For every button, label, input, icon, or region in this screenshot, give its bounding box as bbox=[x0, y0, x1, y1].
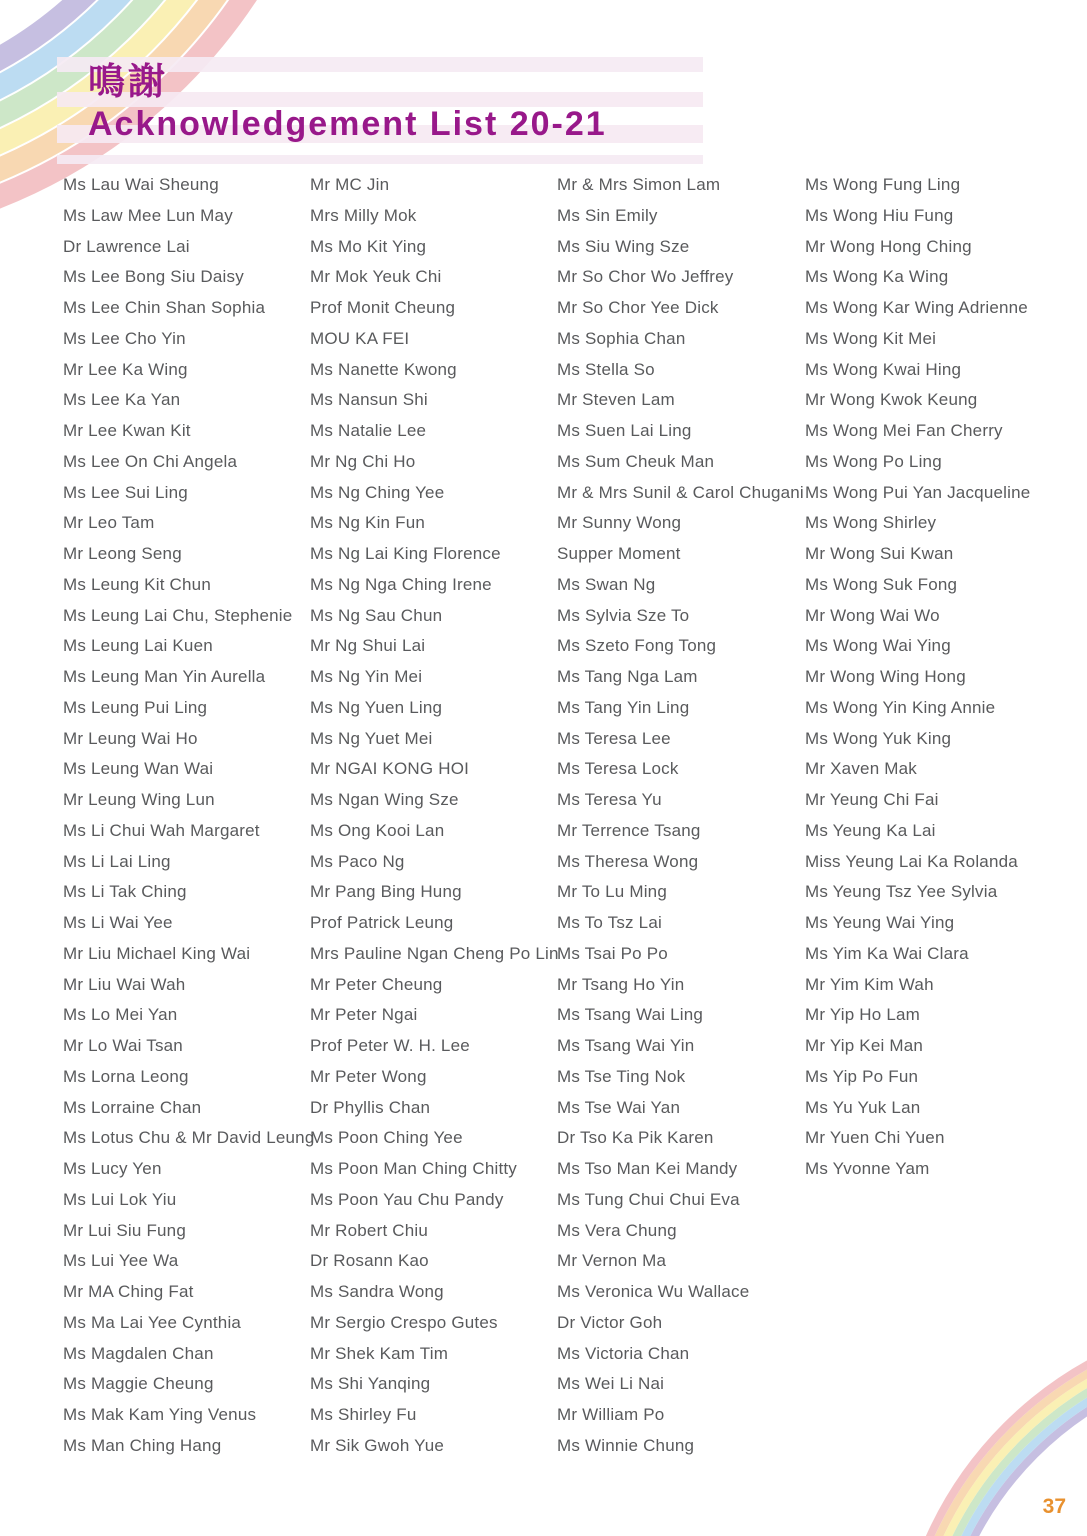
list-item: Ms Winnie Chung bbox=[557, 1435, 695, 1455]
list-item: Mr Terrence Tsang bbox=[557, 820, 701, 840]
list-item: Ms Yvonne Yam bbox=[805, 1159, 930, 1178]
list-item: Mr Wong Hong Ching bbox=[805, 236, 972, 256]
list-item: Ms Nansun Shi bbox=[310, 390, 428, 410]
list-item: Ms Tse Ting Nok bbox=[557, 1066, 686, 1086]
list-item: Ms Wong Kwai Hing bbox=[805, 359, 962, 379]
list-item: Prof Peter W. H. Lee bbox=[310, 1036, 470, 1055]
list-item: Dr Rosann Kao bbox=[310, 1251, 429, 1271]
list-item: Mr Wong Wing Hong bbox=[805, 667, 966, 686]
name-column-4 bbox=[805, 170, 1030, 1185]
list-item: Ms Li Lai Ling bbox=[63, 851, 171, 871]
list-item: Ms Li Chui Wah Margaret bbox=[63, 820, 260, 840]
list-item: Miss Yeung Lai Ka Rolanda bbox=[805, 851, 1018, 871]
list-item: Mr Leung Wai Ho bbox=[63, 728, 198, 748]
list-item: Mr Sergio Crespo Gutes bbox=[310, 1312, 498, 1332]
list-item: Ms Lee On Chi Angela bbox=[63, 451, 238, 471]
list-item: Mr Vernon Ma bbox=[557, 1251, 667, 1271]
list-item: Ms Poon Man Ching Chitty bbox=[310, 1159, 517, 1178]
list-item: Mr Wong Kwok Keung bbox=[805, 390, 978, 410]
list-item: Ms Yeung Tsz Yee Sylvia bbox=[805, 882, 998, 902]
list-item: Ms Lorna Leong bbox=[63, 1066, 189, 1086]
list-item: Mr Leo Tam bbox=[63, 513, 155, 533]
list-item: Ms Wong Mei Fan Cherry bbox=[805, 421, 1003, 440]
list-item: Ms Tang Yin Ling bbox=[557, 697, 690, 717]
list-item: Dr Lawrence Lai bbox=[63, 236, 190, 256]
page-number: 37 bbox=[1042, 1495, 1066, 1518]
list-item: Mr To Lu Ming bbox=[557, 882, 667, 902]
list-item: Ms Vera Chung bbox=[557, 1220, 677, 1240]
list-item: Ms Veronica Wu Wallace bbox=[557, 1282, 750, 1301]
list-item: Ms Sum Cheuk Man bbox=[557, 451, 715, 471]
list-item: Ms Teresa Lee bbox=[557, 728, 671, 748]
list-item: Ms Wong Fung Ling bbox=[805, 175, 961, 194]
list-item: Ms Tsang Wai Ling bbox=[557, 1005, 704, 1025]
list-item: Ms Wong Suk Fong bbox=[805, 574, 958, 594]
list-item: Ms Ngan Wing Sze bbox=[310, 790, 459, 809]
list-item: Mr Tsang Ho Yin bbox=[557, 974, 685, 994]
list-item: Mr Sik Gwoh Yue bbox=[310, 1435, 445, 1455]
list-item: Ms Lee Cho Yin bbox=[63, 328, 186, 348]
page-title bbox=[88, 60, 607, 144]
list-item: Ms Mo Kit Ying bbox=[310, 236, 427, 256]
list-item: Mr Yip Ho Lam bbox=[805, 1005, 921, 1025]
list-item: Mr So Chor Yee Dick bbox=[557, 298, 719, 317]
list-item: Ms Victoria Chan bbox=[557, 1343, 690, 1363]
list-item: Mr Yeung Chi Fai bbox=[805, 790, 939, 809]
list-item: Ms Shi Yanqing bbox=[310, 1374, 431, 1394]
list-item: Supper Moment bbox=[557, 544, 681, 563]
list-item: Mr Lee Kwan Kit bbox=[63, 421, 191, 440]
list-item: Ms Wong Pui Yan Jacqueline bbox=[805, 482, 1031, 502]
list-item: Ms Wong Shirley bbox=[805, 513, 937, 533]
list-item: Mr Liu Michael King Wai bbox=[63, 943, 251, 963]
list-item: Ms Lee Chin Shan Sophia bbox=[63, 298, 266, 317]
list-item: Ms Teresa Lock bbox=[557, 759, 679, 779]
list-item: Ms Leung Wan Wai bbox=[63, 759, 214, 779]
name-column-1 bbox=[63, 170, 314, 1462]
list-item: Ms Man Ching Hang bbox=[63, 1435, 222, 1455]
list-item: Mr Peter Ngai bbox=[310, 1005, 418, 1025]
list-item: Ms Siu Wing Sze bbox=[557, 236, 690, 256]
list-item: Ms Leung Pui Ling bbox=[63, 697, 208, 717]
list-item: Ms Teresa Yu bbox=[557, 790, 662, 809]
list-item: Mr Leong Seng bbox=[63, 544, 182, 563]
list-item: Ms Wong Po Ling bbox=[805, 451, 942, 471]
list-item: Dr Victor Goh bbox=[557, 1312, 663, 1332]
list-item: Ms Lee Sui Ling bbox=[63, 482, 188, 502]
page-title-english: Acknowledgement List 20-21 bbox=[88, 105, 607, 143]
list-item: Ms Lorraine Chan bbox=[63, 1097, 202, 1117]
list-item: Ms Tso Man Kei Mandy bbox=[557, 1159, 738, 1178]
list-item: Ms Wong Wai Ying bbox=[805, 636, 951, 656]
list-item: Mr Peter Wong bbox=[310, 1066, 427, 1086]
list-item: Mr Shek Kam Tim bbox=[310, 1343, 449, 1363]
list-item: Ms Wong Ka Wing bbox=[805, 267, 949, 287]
list-item: Ms Wong Yin King Annie bbox=[805, 697, 996, 717]
list-item: Ms Natalie Lee bbox=[310, 421, 427, 440]
list-item: Ms Lotus Chu & Mr David Leung bbox=[63, 1128, 315, 1148]
list-item: Mr Lo Wai Tsan bbox=[63, 1036, 183, 1055]
list-item: Ms Law Mee Lun May bbox=[63, 205, 233, 225]
list-item: Ms Wong Hiu Fung bbox=[805, 205, 954, 225]
list-item: Mr Robert Chiu bbox=[310, 1220, 429, 1240]
list-item: Mr Lui Siu Fung bbox=[63, 1220, 186, 1240]
list-item: Mr Ng Chi Ho bbox=[310, 451, 416, 471]
list-item: Ms Sylvia Sze To bbox=[557, 605, 690, 625]
list-item: Ms Yu Yuk Lan bbox=[805, 1097, 921, 1117]
list-item: Prof Monit Cheung bbox=[310, 298, 456, 317]
list-item: Mrs Milly Mok bbox=[310, 205, 417, 225]
list-item: Mr Yim Kim Wah bbox=[805, 974, 934, 994]
list-item: Ms Leung Kit Chun bbox=[63, 574, 211, 594]
list-item: Ms Poon Ching Yee bbox=[310, 1128, 463, 1148]
list-item: Ms Suen Lai Ling bbox=[557, 421, 692, 440]
list-item: Ms Ng Yuet Mei bbox=[310, 728, 433, 748]
list-item: Ms Ng Sau Chun bbox=[310, 605, 443, 625]
list-item: Ms Ng Ching Yee bbox=[310, 482, 445, 502]
list-item: Mr Mok Yeuk Chi bbox=[310, 267, 442, 287]
list-item: Mr Yuen Chi Yuen bbox=[805, 1128, 945, 1148]
list-item: Dr Phyllis Chan bbox=[310, 1097, 431, 1117]
list-item: Mr William Po bbox=[557, 1405, 665, 1424]
list-item: Ms Wong Kit Mei bbox=[805, 328, 937, 348]
list-item: Ms Wong Yuk King bbox=[805, 728, 952, 748]
list-item: Mr Steven Lam bbox=[557, 390, 675, 410]
list-item: Ms Stella So bbox=[557, 359, 655, 379]
list-item: Ms Paco Ng bbox=[310, 851, 405, 871]
list-item: Ms Li Wai Yee bbox=[63, 913, 173, 932]
list-item: Ms Ng Nga Ching Irene bbox=[310, 574, 492, 594]
list-item: Mr So Chor Wo Jeffrey bbox=[557, 267, 734, 287]
list-item: Mr Wong Sui Kwan bbox=[805, 544, 954, 563]
list-item: Ms Sin Emily bbox=[557, 205, 658, 225]
list-item: Ms Tsang Wai Yin bbox=[557, 1036, 695, 1055]
list-item: Ms Lee Ka Yan bbox=[63, 390, 181, 410]
list-item: Ms Lo Mei Yan bbox=[63, 1005, 178, 1025]
list-item: Ms Yim Ka Wai Clara bbox=[805, 943, 969, 963]
list-item: Ms Yeung Wai Ying bbox=[805, 913, 955, 932]
list-item: Mr MC Jin bbox=[310, 175, 390, 194]
list-item: Mr Yip Kei Man bbox=[805, 1036, 924, 1055]
page-title-chinese: 鳴謝 bbox=[88, 61, 168, 102]
list-item: Ms To Tsz Lai bbox=[557, 913, 662, 932]
list-item: Dr Tso Ka Pik Karen bbox=[557, 1128, 714, 1148]
list-item: Mrs Pauline Ngan Cheng Po Lin bbox=[310, 943, 559, 963]
list-item: Mr Peter Cheung bbox=[310, 974, 443, 994]
list-item: Ms Lee Bong Siu Daisy bbox=[63, 267, 244, 287]
list-item: Ms Ma Lai Yee Cynthia bbox=[63, 1312, 242, 1332]
list-item: Ms Sandra Wong bbox=[310, 1282, 444, 1301]
list-item: Mr MA Ching Fat bbox=[63, 1282, 194, 1301]
list-item: Ms Szeto Fong Tong bbox=[557, 636, 717, 656]
list-item: Ms Tsai Po Po bbox=[557, 943, 668, 963]
list-item: Ms Maggie Cheung bbox=[63, 1374, 214, 1394]
list-item: Ms Nanette Kwong bbox=[310, 359, 457, 379]
list-item: Ms Magdalen Chan bbox=[63, 1343, 214, 1363]
list-item: Ms Tung Chui Chui Eva bbox=[557, 1189, 740, 1209]
list-item: Ms Yeung Ka Lai bbox=[805, 820, 936, 840]
list-item: Ms Ng Yin Mei bbox=[310, 667, 423, 686]
list-item: Ms Leung Lai Kuen bbox=[63, 636, 213, 656]
list-item: Mr & Mrs Simon Lam bbox=[557, 175, 721, 194]
list-item: MOU KA FEI bbox=[310, 328, 410, 348]
list-item: Mr Sunny Wong bbox=[557, 513, 682, 533]
list-item: Ms Shirley Fu bbox=[310, 1405, 417, 1424]
name-column-3 bbox=[557, 170, 804, 1462]
list-item: Ms Yip Po Fun bbox=[805, 1066, 919, 1086]
list-item: Ms Tang Nga Lam bbox=[557, 667, 698, 686]
list-item: Mr & Mrs Sunil & Carol Chugani bbox=[557, 482, 804, 502]
list-item: Ms Wei Li Nai bbox=[557, 1374, 665, 1394]
list-item: Ms Ng Lai King Florence bbox=[310, 544, 501, 563]
list-item: Ms Leung Man Yin Aurella bbox=[63, 667, 266, 686]
list-item: Ms Lau Wai Sheung bbox=[63, 175, 219, 194]
list-item: Mr Pang Bing Hung bbox=[310, 882, 462, 902]
list-item: Ms Leung Lai Chu, Stephenie bbox=[63, 605, 293, 625]
list-item: Ms Lui Yee Wa bbox=[63, 1251, 179, 1271]
list-item: Ms Wong Kar Wing Adrienne bbox=[805, 298, 1028, 317]
list-item: Ms Theresa Wong bbox=[557, 851, 699, 871]
list-item: Ms Lui Lok Yiu bbox=[63, 1189, 177, 1209]
list-item: Ms Sophia Chan bbox=[557, 328, 686, 348]
list-item: Mr NGAI KONG HOI bbox=[310, 759, 470, 779]
list-item: Ms Tse Wai Yan bbox=[557, 1097, 681, 1117]
list-item: Ms Mak Kam Ying Venus bbox=[63, 1405, 257, 1424]
list-item: Ms Ng Kin Fun bbox=[310, 513, 426, 533]
name-column-2 bbox=[310, 170, 559, 1462]
list-item: Prof Patrick Leung bbox=[310, 913, 454, 932]
list-item: Ms Poon Yau Chu Pandy bbox=[310, 1189, 504, 1209]
list-item: Ms Ng Yuen Ling bbox=[310, 697, 443, 717]
list-item: Mr Ng Shui Lai bbox=[310, 636, 426, 656]
list-item: Ms Lucy Yen bbox=[63, 1159, 162, 1178]
list-item: Ms Li Tak Ching bbox=[63, 882, 187, 902]
header-stripe bbox=[57, 155, 703, 164]
list-item: Ms Swan Ng bbox=[557, 574, 656, 594]
list-item: Mr Leung Wing Lun bbox=[63, 790, 215, 809]
list-item: Ms Ong Kooi Lan bbox=[310, 820, 445, 840]
list-item: Mr Wong Wai Wo bbox=[805, 605, 940, 625]
list-item: Mr Lee Ka Wing bbox=[63, 359, 188, 379]
list-item: Mr Liu Wai Wah bbox=[63, 974, 186, 994]
list-item: Mr Xaven Mak bbox=[805, 759, 917, 779]
